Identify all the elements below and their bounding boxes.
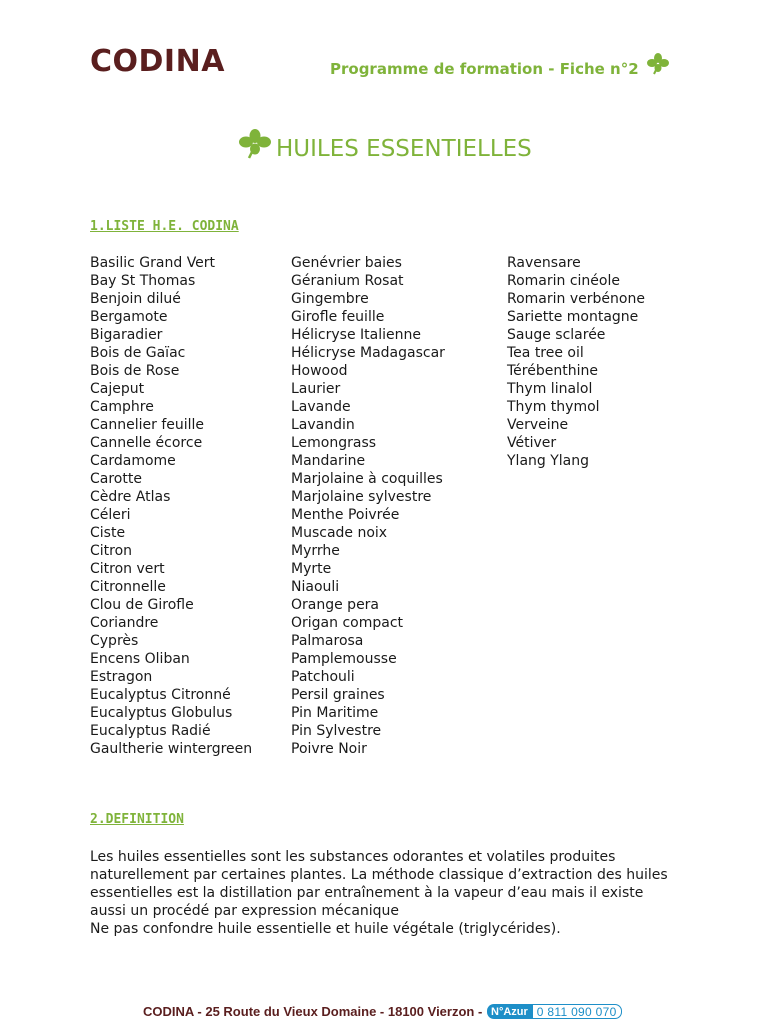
list-item: Mandarine	[291, 453, 366, 469]
list-item: Cannelle écorce	[90, 435, 203, 451]
list-item: Cardamome	[90, 453, 176, 469]
list-item: Sariette montagne	[507, 309, 639, 325]
definition-line: naturellement par certaines plantes. La méthode classique d’extraction des huiles	[90, 867, 668, 883]
list-item: Gaultherie wintergreen	[90, 741, 253, 757]
list-item: Tea tree oil	[507, 345, 584, 361]
list-item: Clou de Girofle	[90, 597, 194, 613]
list-item: Benjoin dilué	[90, 291, 181, 307]
list-item: Eucalyptus Globulus	[90, 705, 233, 721]
title-clover-icon	[238, 128, 272, 160]
list-item: Carotte	[90, 471, 142, 487]
list-item: Origan compact	[291, 615, 404, 631]
list-item: Romarin verbénone	[507, 291, 645, 307]
section-heading-definition: 2.DEFINITION	[90, 812, 184, 827]
azur-phone-number: 0 811 090 070	[532, 1004, 622, 1019]
list-item: Eucalyptus Radié	[90, 723, 211, 739]
list-item: Cannelier feuille	[90, 417, 205, 433]
list-item: Poivre Noir	[291, 741, 367, 757]
list-item: Coriandre	[90, 615, 159, 631]
list-item: Cajeput	[90, 381, 145, 397]
list-item: Genévrier baies	[291, 255, 402, 271]
list-item: Thym linalol	[507, 381, 593, 397]
list-item: Pin Maritime	[291, 705, 379, 721]
list-item: Thym thymol	[507, 399, 600, 415]
list-item: Hélicryse Italienne	[291, 327, 421, 343]
list-item: Estragon	[90, 669, 153, 685]
azur-phone-badge	[487, 1004, 622, 1019]
footer-address: CODINA - 25 Route du Vieux Domaine - 18100 Vierzon -	[143, 1004, 483, 1019]
oil-list-column-1	[90, 254, 252, 758]
list-item: Lavandin	[291, 417, 355, 433]
list-item: Citron	[90, 543, 133, 559]
list-item: Verveine	[507, 417, 569, 433]
list-item: Patchouli	[291, 669, 355, 685]
list-item: Myrte	[291, 561, 332, 577]
list-item: Gingembre	[291, 291, 369, 307]
list-item: Romarin cinéole	[507, 273, 620, 289]
section-heading-list: 1.LISTE H.E. CODINA	[90, 219, 239, 234]
list-item: Citron vert	[90, 561, 165, 577]
list-item: Bois de Gaïac	[90, 345, 186, 361]
list-item: Niaouli	[291, 579, 340, 595]
codina-logo: CODINA	[90, 44, 225, 79]
oil-list-column-3	[507, 254, 645, 470]
list-item: Howood	[291, 363, 348, 379]
definition-line: aussi un procédé par expression mécanique	[90, 903, 400, 919]
list-item: Pin Sylvestre	[291, 723, 382, 739]
list-item: Sauge sclarée	[507, 327, 606, 343]
list-item: Térébenthine	[507, 363, 598, 379]
list-item: Bergamote	[90, 309, 168, 325]
definition-line: essentielles est la distillation par entraînement à la vapeur d’eau mais il existe	[90, 885, 644, 901]
list-item: Marjolaine à coquilles	[291, 471, 443, 487]
page-title: HUILES ESSENTIELLES	[276, 136, 532, 162]
list-item: Vétiver	[507, 435, 557, 451]
list-item: Myrrhe	[291, 543, 340, 559]
list-item: Ravensare	[507, 255, 581, 271]
list-item: Lemongrass	[291, 435, 377, 451]
list-item: Palmarosa	[291, 633, 364, 649]
list-item: Céleri	[90, 507, 131, 523]
list-item: Eucalyptus Citronné	[90, 687, 231, 703]
list-item: Pamplemousse	[291, 651, 397, 667]
list-item: Marjolaine sylvestre	[291, 489, 432, 505]
clover-icon	[646, 52, 670, 76]
list-item: Cyprès	[90, 633, 139, 649]
list-item: Orange pera	[291, 597, 380, 613]
list-item: Laurier	[291, 381, 341, 397]
list-item: Cèdre Atlas	[90, 489, 171, 505]
list-item: Basilic Grand Vert	[90, 255, 216, 271]
azur-label: N°Azur	[487, 1004, 532, 1019]
definition-line: Les huiles essentielles sont les substances odorantes et volatiles produites	[90, 849, 616, 865]
oil-list-column-2	[291, 254, 445, 758]
list-item: Citronnelle	[90, 579, 166, 595]
program-label: Programme de formation - Fiche n°2	[330, 60, 639, 78]
list-item: Ylang Ylang	[507, 453, 590, 469]
list-item: Ciste	[90, 525, 126, 541]
list-item: Bois de Rose	[90, 363, 180, 379]
list-item: Bigaradier	[90, 327, 163, 343]
list-item: Bay St Thomas	[90, 273, 196, 289]
list-item: Menthe Poivrée	[291, 507, 400, 523]
list-item: Encens Oliban	[90, 651, 190, 667]
definition-paragraph	[90, 848, 690, 938]
list-item: Muscade noix	[291, 525, 388, 541]
list-item: Girofle feuille	[291, 309, 385, 325]
list-item: Persil graines	[291, 687, 385, 703]
list-item: Camphre	[90, 399, 154, 415]
list-item: Géranium Rosat	[291, 273, 404, 289]
list-item: Hélicryse Madagascar	[291, 345, 445, 361]
list-item: Lavande	[291, 399, 351, 415]
definition-line: Ne pas confondre huile essentielle et huile végétale (triglycérides).	[90, 921, 561, 937]
